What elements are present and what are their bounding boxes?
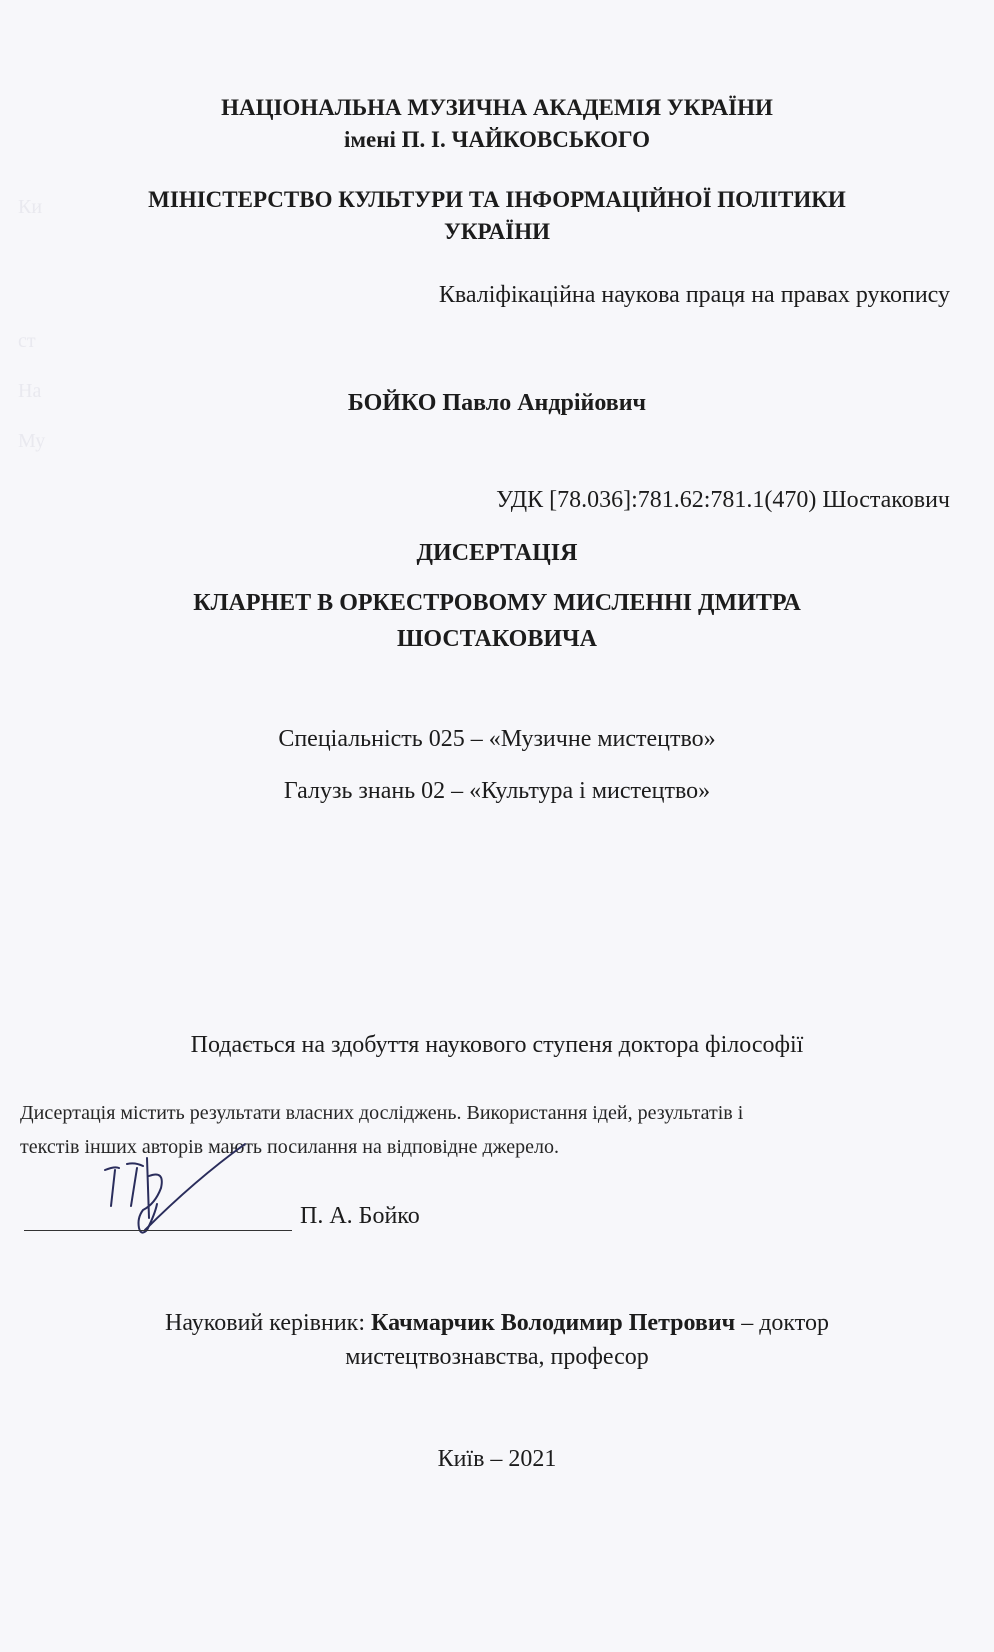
document-type: ДИСЕРТАЦІЯ [416, 540, 578, 566]
city-year: Київ – 2021 [437, 1446, 557, 1472]
show-through-text: Му [18, 430, 46, 452]
degree-statement: Подається на здобуття наукового ступеня доктора філософії [190, 1032, 804, 1058]
show-through-text: Ки [18, 196, 43, 218]
udc-code: УДК [78.036]:781.62:781.1(470) Шостакович [496, 487, 950, 513]
show-through-text: ст [18, 330, 36, 352]
declaration-line: Дисертація містить результати власних досліджень. Використання ідей, результатів і [20, 1102, 744, 1124]
manuscript-note: Кваліфікаційна наукова праця на правах рукопису [438, 282, 950, 308]
ministry-name: МІНІСТЕРСТВО КУЛЬТУРИ ТА ІНФОРМАЦІЙНОЇ ПОЛІТИКИ [148, 187, 846, 212]
academy-name: НАЦІОНАЛЬНА МУЗИЧНА АКАДЕМІЯ УКРАЇНИ [221, 95, 773, 120]
supervisor-credentials-cont: мистецтвознавства, професор [345, 1344, 649, 1370]
specialty: Спеціальність 025 – «Музичне мистецтво» [278, 726, 716, 752]
supervisor-credentials: – доктор [735, 1310, 829, 1336]
dissertation-title: КЛАРНЕТ В ОРКЕСТРОВОМУ МИСЛЕННІ ДМИТРА [193, 590, 801, 616]
field-of-knowledge: Галузь знань 02 – «Культура і мистецтво» [283, 778, 711, 804]
supervisor-label: Науковий керівник: [165, 1310, 371, 1336]
show-through-text: На [18, 380, 42, 402]
dissertation-title-cont: ШОСТАКОВИЧА [397, 626, 597, 652]
handwritten-signature [85, 1140, 255, 1260]
supervisor-line [0, 1306, 994, 1340]
author-name: БОЙКО Павло Андрійович [347, 390, 647, 416]
signer-name: П. А. Бойко [300, 1203, 420, 1229]
academy-name-dedication: імені П. І. ЧАЙКОВСЬКОГО [344, 127, 650, 152]
ministry-name-country: УКРАЇНИ [443, 219, 550, 244]
supervisor-name: Качмарчик Володимир Петрович [371, 1310, 736, 1336]
declaration-line: текстів інших авторів мають посилання на відповідне джерело. [20, 1136, 559, 1158]
signature-line [24, 1230, 292, 1231]
